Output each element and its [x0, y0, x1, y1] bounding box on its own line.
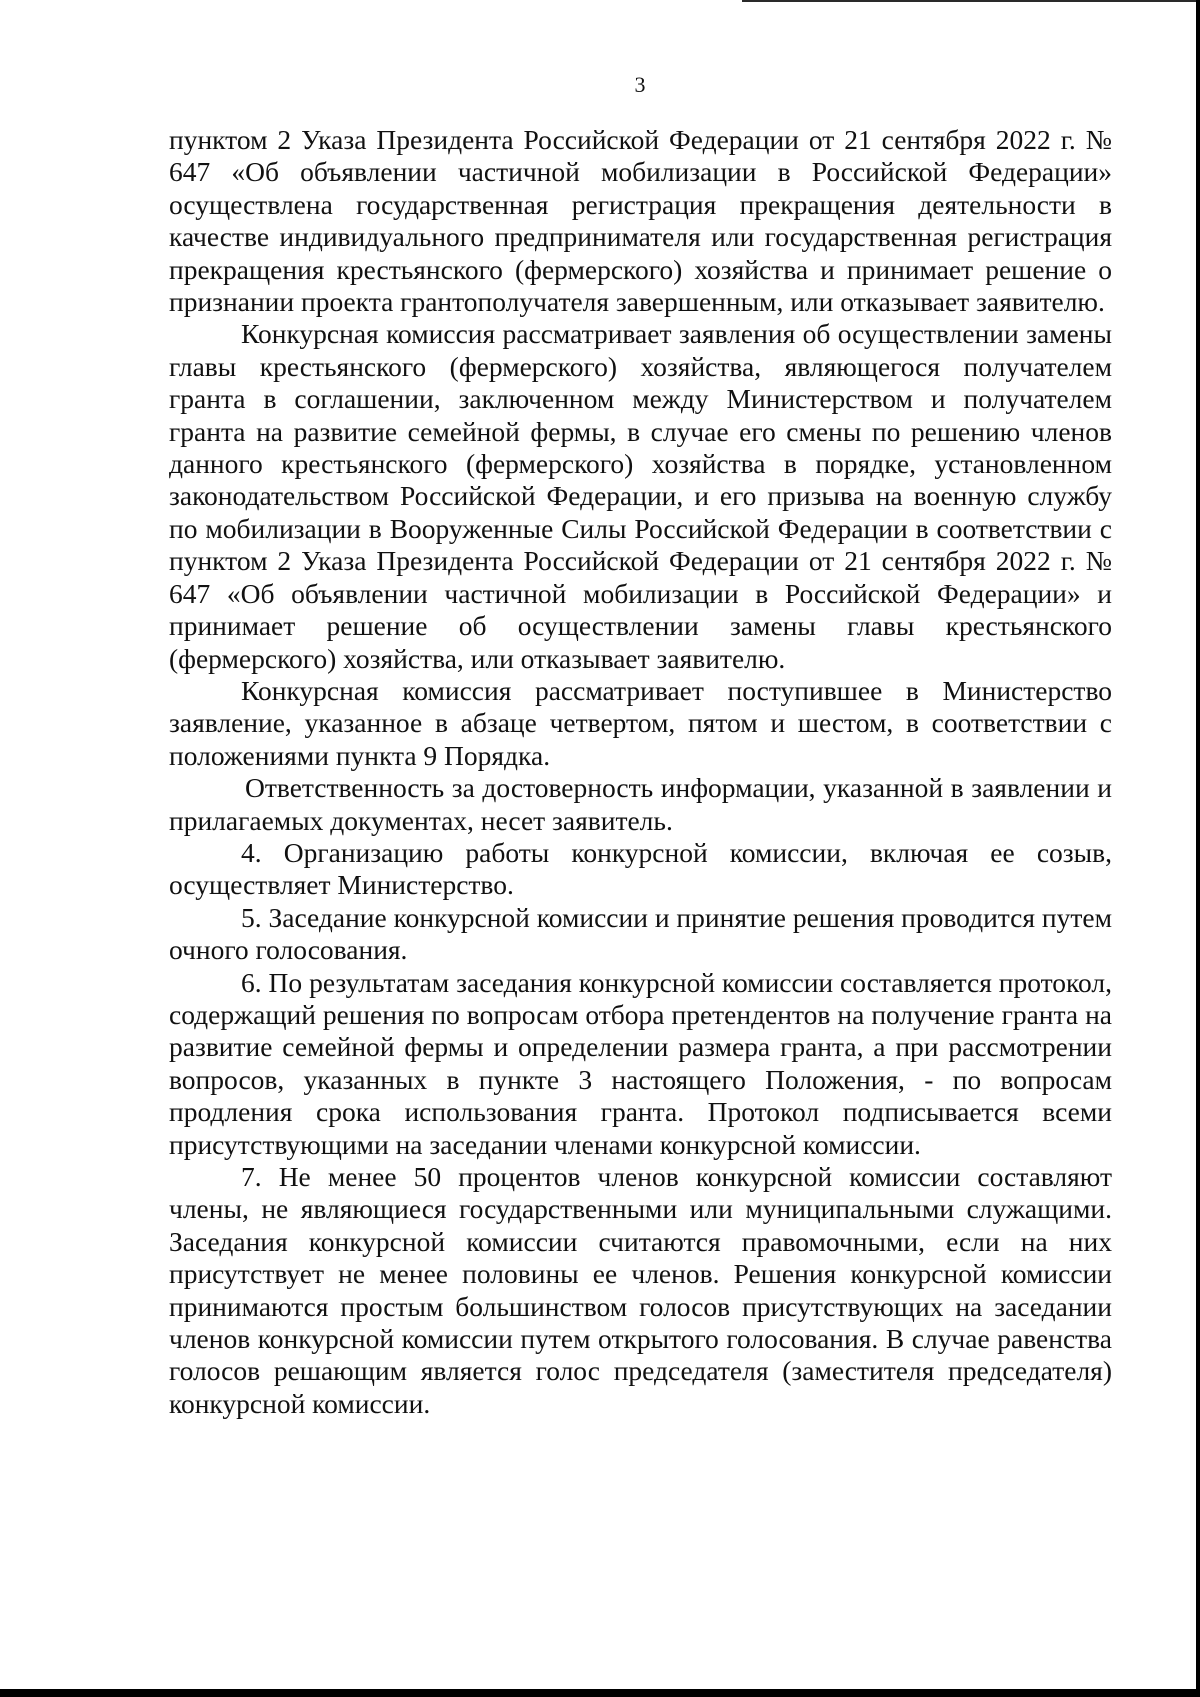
- document-body: [169, 124, 1112, 1420]
- paragraph-responsibility: Ответственность за достоверность информации, указанной в заявлении и прилагаемых документах, несет заявитель.: [169, 772, 1112, 836]
- paragraph-item-5: 5. Заседание конкурсной комиссии и принятие решения проводится путем очного голосования.: [169, 901, 1112, 966]
- paragraph-item-4: 4. Организацию работы конкурсной комиссии, включая ее созыв, осуществляет Министерство.: [169, 836, 1112, 901]
- paragraph-head-replacement: Конкурсная комиссия рассматривает заявления об осуществлении замены главы крестьянского (фермерского) хозяйства, являющегося получателем гранта в соглашении, заключенном между Министерством и получателем гранта на развитие семейной фермы, в случае его смены по решению членов данного крестьянского (фермерского) хозяйства в порядке, установленном законодательством Российской Федерации, и его призыва на военную службу по мобилизации в Вооруженные Силы Российской Федерации в соответствии с пунктом 2 Указа Президента Российской Федерации от 21 сентября 2022 г. № 647 «Об объявлении частичной мобилизации в Российской Федерации» и принимает решение об осуществлении замены главы крестьянского (фермерского) хозяйства, или отказывает заявителю.: [169, 318, 1112, 674]
- paragraph-application-review: Конкурсная комиссия рассматривает поступившее в Министерство заявление, указанное в абзаце четвертом, пятом и шестом, в соответствии с положениями пункта 9 Порядка.: [169, 674, 1112, 771]
- scan-bottom-edge: [0, 1689, 1200, 1697]
- scan-right-edge: [1196, 0, 1200, 1697]
- page-number: 3: [634, 72, 646, 97]
- scan-top-edge: [742, 0, 1200, 2]
- paragraph-item-6: 6. По результатам заседания конкурсной комиссии составляется протокол, содержащий решения по вопросам отбора претендентов на получение гранта на развитие семейной фермы и определении размера гранта, а при рассмотрении вопросов, указанных в пункте 3 настоящего Положения, - по вопросам продления срока использования гранта. Протокол подписывается всеми присутствующими на заседании членами конкурсной комиссии.: [169, 966, 1112, 1160]
- paragraph-item-7: 7. Не менее 50 процентов членов конкурсной комиссии составляют члены, не являющиеся государственными или муниципальными служащими. Заседания конкурсной комиссии считаются правомочными, если на них присутствует не менее половины ее членов. Решения конкурсной комиссии принимаются простым большинством голосов присутствующих на заседании членов конкурсной комиссии путем открытого голосования. В случае равенства голосов решающим является голос председателя (заместителя председателя) конкурсной комиссии.: [169, 1161, 1112, 1419]
- paragraph-continuation: пунктом 2 Указа Президента Российской Федерации от 21 сентября 2022 г. № 647 «Об объявлении частичной мобилизации в Российской Федерации» осуществлена государственная регистрация прекращения деятельности в качестве индивидуального предпринимателя или государственная регистрация прекращения крестьянского (фермерского) хозяйства и принимает решение о признании проекта грантополучателя завершенным, или отказывает заявителю.: [169, 124, 1112, 318]
